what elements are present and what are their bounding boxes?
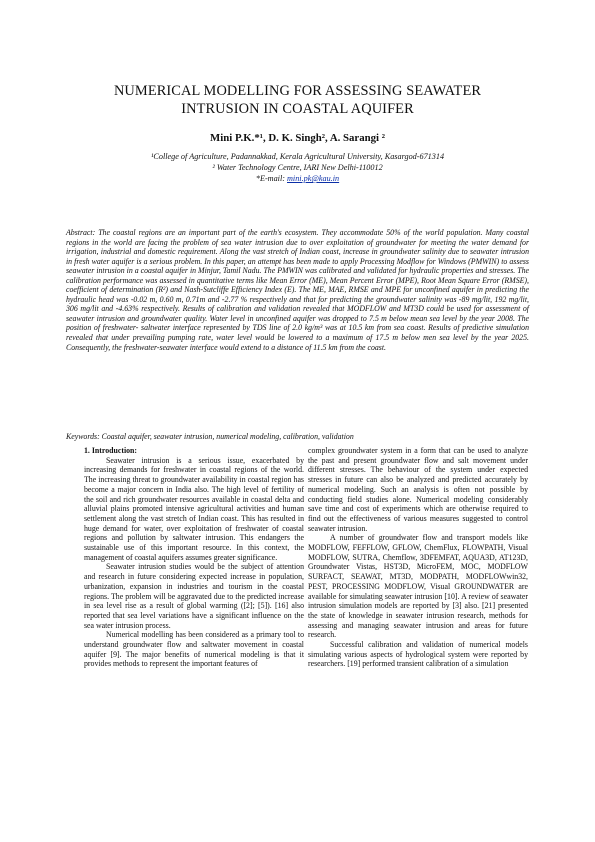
email-line: [60, 173, 535, 184]
title-line-2: INTRUSION IN COASTAL AQUIFER: [181, 101, 414, 117]
paragraph: Seawater intrusion is a serious issue, exacerbated by increasing demands for freshwater in coastal regions of the world. The increasing threat to groundwater availability in coastal region has become a major concern in India also. The high level of fertility of the soil and rich groundwater resources available in coastal delta and alluvial plains promoted intensive agricultural activities and human settlement along the vast stretch of Indian coast. This has resulted in huge demand for water, over exploitation of freshwater of coastal regions and pollution by saltwater intrusion. This endangers the sustainable use of this important resource. In this context, the management of coastal aquifers assumes greater significance.: [84, 455, 304, 562]
right-column: [308, 446, 528, 669]
author-list: Mini P.K.*¹, D. K. Singh², A. Sarangi ²: [210, 132, 385, 144]
abstract-text: The coastal regions are an important part of the earth's ecosystem. They accommodate 50% of the world population. Many coastal regions in the world are facing the problem of sea water intrusion due to over exploitation of groundwater for meeting the water demand for irrigation, industrial and domestic requirement. Along the vast stretch of Indian coast, increase in groundwater salinity due to seawater intrusion in fresh water aquifer is a serious problem. In this paper, an attempt has been made to apply Processing Modflow for Windows (PMWIN) to assess seawater intrusion in a coastal aquifer in Minjur, Tamil Nadu. The PMWIN was calibrated and validated for hydraulic properties and stresses. The calibration performance was assessed in quantitative terms like Mean Error (ME), Mean Percent Error (MPE), Root Mean Square Error (RMSE), coefficient of determination (R²) and Nash-Sutcliffe Efficiency Index (E). The ME, MAE, RMSE and MPE for unconfined aquifer in predicting the hydraulic head was -0.02 m, 0.60 m, 0.71m and -2.77 % respectively and that for predicting the groundwater salinity was -89 mg/lit, 192 mg/lit, 306 mg/lit and -4.63% respectively. Results of calibration and validation revealed that MODFLOW and MT3D could be used for assessment of seawater intrusion and groundwater quality. Water level in unconfined aquifer was dropped to 7.5 m below mean sea level by the year 2008. The position of freshwater- saltwater interface represented by TDS line of 2.0 kg/m³ was at 10.5 km from sea coast. Results of predictive simulation revealed that under prevailing pumping rate, water level would be lowered to a maximum of 17.5 m below men sea level by the year 2025. Consequently, the freshwater-seawater interface would extend to a distance of 11.5 km from the coast.: [66, 228, 529, 352]
paragraph: Seawater intrusion studies would be the subject of attention and research in future considering expected increase in population, urbanization, expansion in industries and tourism in the coastal regions. The problem will be aggravated due to the predicted increase in sea level rise as a result of global warming ([2]; [5]). [16] also reported that sea level variations have a significant influence on the sea water intrusion process.: [84, 562, 304, 630]
paragraph: Numerical modelling has been considered as a primary tool to understand groundwater flow and saltwater movement in coastal aquifer [9]. The major benefits of numerical modeling is that it provides methods to represent the important features of: [84, 630, 304, 669]
affiliations: [60, 151, 535, 184]
paragraph: Successful calibration and validation of numerical models simulating various aspects of hydrological system were reported by researchers. [19] performed transient calibration of a simulation: [308, 640, 528, 669]
keywords: Keywords: Coastal aquifer, seawater intrusion, numerical modeling, calibration, validation: [66, 432, 354, 441]
section-heading-introduction: 1. Introduction:: [84, 446, 138, 455]
title-line-1: NUMERICAL MODELLING FOR ASSESSING SEAWATER: [113, 83, 482, 99]
email-label: *E-mail:: [255, 174, 288, 183]
abstract-label: Abstract:: [66, 228, 96, 237]
paragraph: complex groundwater system in a form that can be used to analyze the past and present groundwater flow and salt movement under different stresses. The behaviour of the system under expected stresses in future can also be analyzed and predicted accurately by numerical modeling. Such an analysis is often not possible by conducting field studies alone. Numerical modeling considerably save time and cost of experiments which are otherwise required to find out the effectiveness of various measures suggested to control seawater intrusion.: [308, 446, 528, 533]
affiliation-2: ² Water Technology Centre, IARI New Delhi-110012: [212, 163, 383, 172]
email-link[interactable]: mini.pk@kau.in: [287, 174, 340, 183]
affiliation-1: ¹College of Agriculture, Padannakkad, Kerala Agricultural University, Kasargod-671314: [150, 152, 445, 161]
left-column: [84, 446, 304, 669]
paper-title: [60, 82, 535, 118]
paragraph: A number of groundwater flow and transport models like MODFLOW, FEFFLOW, GFLOW, ChemFlux, FLOWPATH, Visual MODFLOW, SUTRA, Chemflow, 3DFEMFAT, AQUA3D, AT123D, Groundwater Vistas, HST3D, MicroFEM, MOC, MODFLOW SURFACT, SEAWAT, MT3D, MODPATH, MODFLOWwin32, PEST, PROCESSING MODFLOW, Visual GROUNDWATER are available for simulating seawater intrusion [10]. A review of seawater intrusion simulation models are reported by [3] also. [21] presented the state of knowledge in seawater intrusion research, methods for assessing and managing seawater intrusion and areas for future research.: [308, 533, 528, 640]
abstract: [66, 228, 529, 352]
